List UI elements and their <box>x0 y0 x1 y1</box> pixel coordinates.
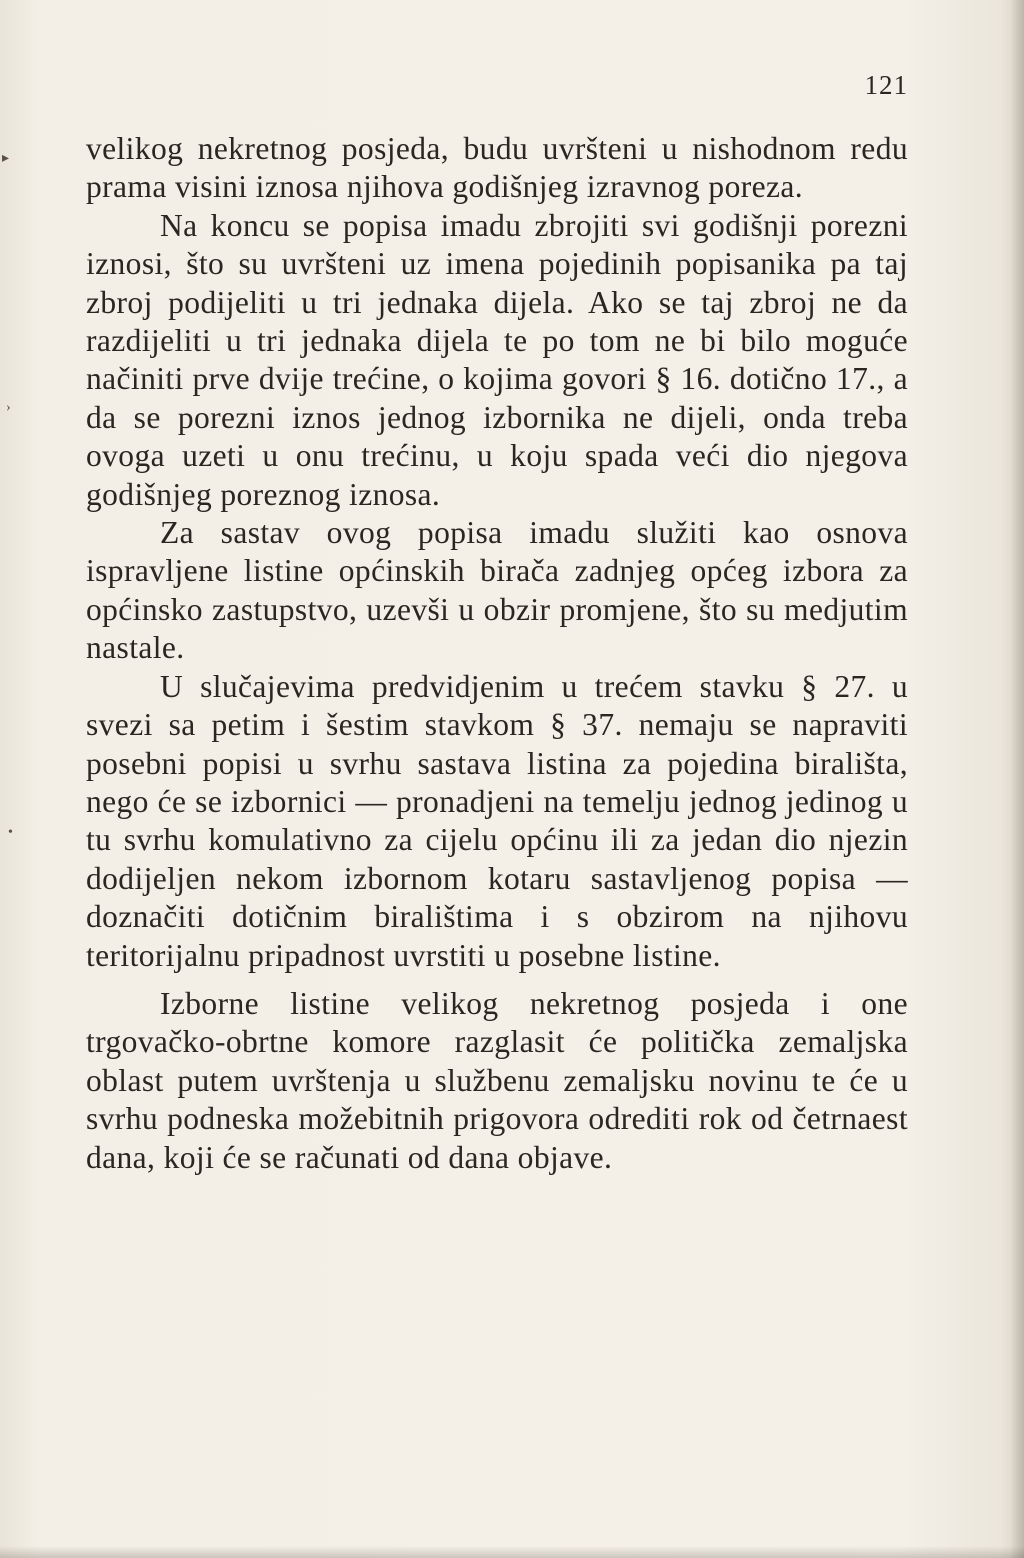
margin-mark: • <box>8 825 13 840</box>
paragraph: velikog nekretnog posjeda, budu uvršteni u nishodnom redu prama visini iznosa njihova godišnjeg izravnog poreza. <box>86 131 908 205</box>
paragraph: U slučajevima predvidjenim u trećem stavku § 27. u svezi sa petim i šestim stavkom § 37. nemaju se napraviti posebni popisi u svrhu sastava listina za pojedina birališta, nego će se izbornici — pronadjeni na temelju jednog jedinog u tu svrhu komulativno za cijelu općinu ili za jedan dio njezin dodijeljen nekom izbornom kotaru sastavljenog popisa — doznačiti dotičnim biralištima i s obzirom na njihovu teritorijalnu pripadnost uvrstiti u posebne listine. <box>86 668 908 973</box>
paragraph: Na koncu se popisa imadu zbrojiti svi godišnji porezni iznosi, što su uvršteni uz imena pojedinih popisanika pa taj zbroj podijeliti u tri jednaka dijela. Ako se taj zbroj ne da razdijeliti u tri jednaka dijela te po tom ne bi bilo moguće načiniti prve dvije trećine, o kojima govori § 16. dotično 17., a da se porezni iznos jednog izbornika ne dijeli, onda treba ovoga uzeti u onu trećinu, u koju spada veći dio njegova godišnjeg poreznog iznosa. <box>86 207 908 512</box>
page-bottom-shadow <box>0 1546 1024 1558</box>
margin-mark: › <box>6 400 11 415</box>
paragraph: Za sastav ovog popisa imadu služiti kao osnova ispravljene listine općinskih birača zadnjeg općeg izbora za općinsko zastupstvo, uzevši u obzir promjene, što su medjutim nastale. <box>86 515 908 666</box>
page-number: 121 <box>864 70 908 100</box>
paragraph: Izborne listine velikog nekretnog posjeda i one trgovačko-obrtne komore razglasit će politička zemaljska oblast putem uvrštenja u službenu zemaljsku novinu te će u svrhu podneska možebitnih prigovora odrediti rok od četrnaest dana, koji će se računati od dana objave. <box>86 985 908 1175</box>
body-text <box>86 130 908 1177</box>
page-edge-shadow <box>1010 0 1024 1558</box>
margin-mark: ▸ <box>2 151 10 166</box>
